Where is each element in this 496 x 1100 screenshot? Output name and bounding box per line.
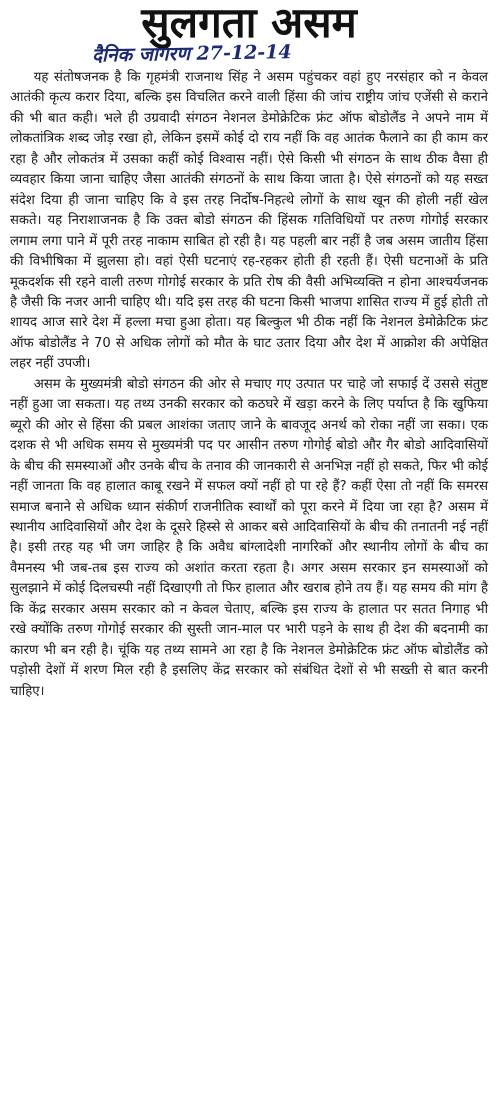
article-paragraph-2: असम के मुख्यमंत्री बोडो संगठन की ओर से मचाए गए उत्पात पर चाहे जो सफाई दें उससे संतुष्ट नहीं हुआ जा सकता। यह तथ्य उनकी सरकार को कठघरे में खड़ा करने के लिए पर्याप्त है कि खुफिया ब्यूरो की ओर से हिंसा की प्रबल आशंका जताए जाने के बावजूद अनर्थ को रोका नहीं जा सका। एक दशक से भी अधिक समय से मुख्यमंत्री पद पर आसीन तरुण गोगोई बोडो और गैर बोडो आदिवासियों के बीच की समस्याओं और उनके बीच के तनाव की जानकारी से अनभिज्ञ नहीं हो सकते, फिर भी कोई नहीं जानता कि वह हालात काबू रखने में सफल क्यों नहीं हो पा रहे हैं? कहीं ऐसा तो नहीं कि समरस समाज बनाने से अधिक ध्यान संकीर्ण राजनीतिक स्वार्थों को पूरा करने में दिया जा रहा है? असम में स्थानीय आदिवासियों और देश के दूसरे हिस्से से आकर बसे आदिवासियों के बीच की तनातनी नई नहीं है। इसी तरह यह भी जग जाहिर है कि अवैध बांग्लादेशी नागरिकों और स्थानीय लोगों के बीच का वैमनस्य भी जब-तब इस राज्य को अशांत करता रहता है। अगर असम सरकार इन समस्याओं को सुलझाने में कोई दिलचस्पी नहीं दिखाएगी तो फिर हालात और खराब होने तय हैं। यह समय की मांग है कि केंद्र सरकार असम सरकार को न केवल चेताए, बल्कि इस राज्य के हालात पर सतत निगाह भी रखे क्योंकि तरुण गोगोई सरकार की सुस्ती जान-माल पर भारी पड़ने के साथ ही देश की बदनामी का कारण भी बन रही है। चूंकि यह तथ्य सामने आ रहा है कि नेशनल डेमोक्रेटिक फ्रंट ऑफ बोडोलैंड को पड़ोसी देशों में शरण मिल रही है इसलिए केंद्र सरकार को संबंधित देशों से भी सख्ती से बात करनी चाहिए।	[10, 376, 488, 699]
article-paragraph-1: यह संतोषजनक है कि गृहमंत्री राजनाथ सिंह ने असम पहुंचकर वहां हुए नरसंहार को न केवल आतंकी कृत्य करार दिया, बल्कि इस विचलित करने वाली हिंसा की जांच राष्ट्रीय जांच एजेंसी से कराने की भी बात कही। भले ही उग्रवादी संगठन नेशनल डेमोक्रेटिक फ्रंट ऑफ बोडोलैंड ने अपने नाम में लोकतांत्रिक शब्द जोड़ रखा हो, लेकिन इसमें कोई दो राय नहीं कि वह आतंक फैलाने का ही काम कर रहा है और लोकतंत्र में उसका कहीं कोई विश्वास नहीं। ऐसे किसी भी संगठन के साथ ठीक वैसा ही व्यवहार किया जाना चाहिए जैसा आतंकी संगठनों के साथ किया जाता है। ऐसे संगठनों को यह सख्त संदेश दिया ही जाना चाहिए कि वे इस तरह निर्दोष-निहत्थे लोगों के साथ खून की होली नहीं खेल सकते। यह निराशाजनक है कि उक्त बोडो संगठन की हिंसक गतिविधियों पर तरुण गोगोई सरकार लगाम लगा पाने में पूरी तरह नाकाम साबित हो रही है। यह पहली बार नहीं है जब असम जातीय हिंसा की विभीषिका में झुलसा हो। वहां ऐसी घटनाएं रह-रहकर होती ही रहती हैं। ऐसी घटनाओं के प्रति मूकदर्शक सी रहने वाली तरुण गोगोई सरकार के प्रति रोष की वैसी अभिव्यक्ति न होना आश्चर्यजनक है जैसी कि नजर आनी चाहिए थी। यदि इस तरह की घटना किसी भाजपा शासित राज्य में हुई होती तो शायद आज सारे देश में हल्ला मचा हुआ होता। यह बिल्कुल भी ठीक नहीं कि नेशनल डेमोक्रेटिक फ्रंट ऑफ बोडोलैंड ने 70 से अधिक लोगों को मौत के घाट उतार दिया और देश में आक्रोश की अपेक्षित लहर नहीं उपजी।	[10, 70, 488, 372]
article-headline: सुलगता असम	[141, 0, 357, 47]
handwritten-source-date-note: दैनिक जागरण 27-12-14	[91, 41, 292, 67]
article-body	[10, 68, 488, 702]
